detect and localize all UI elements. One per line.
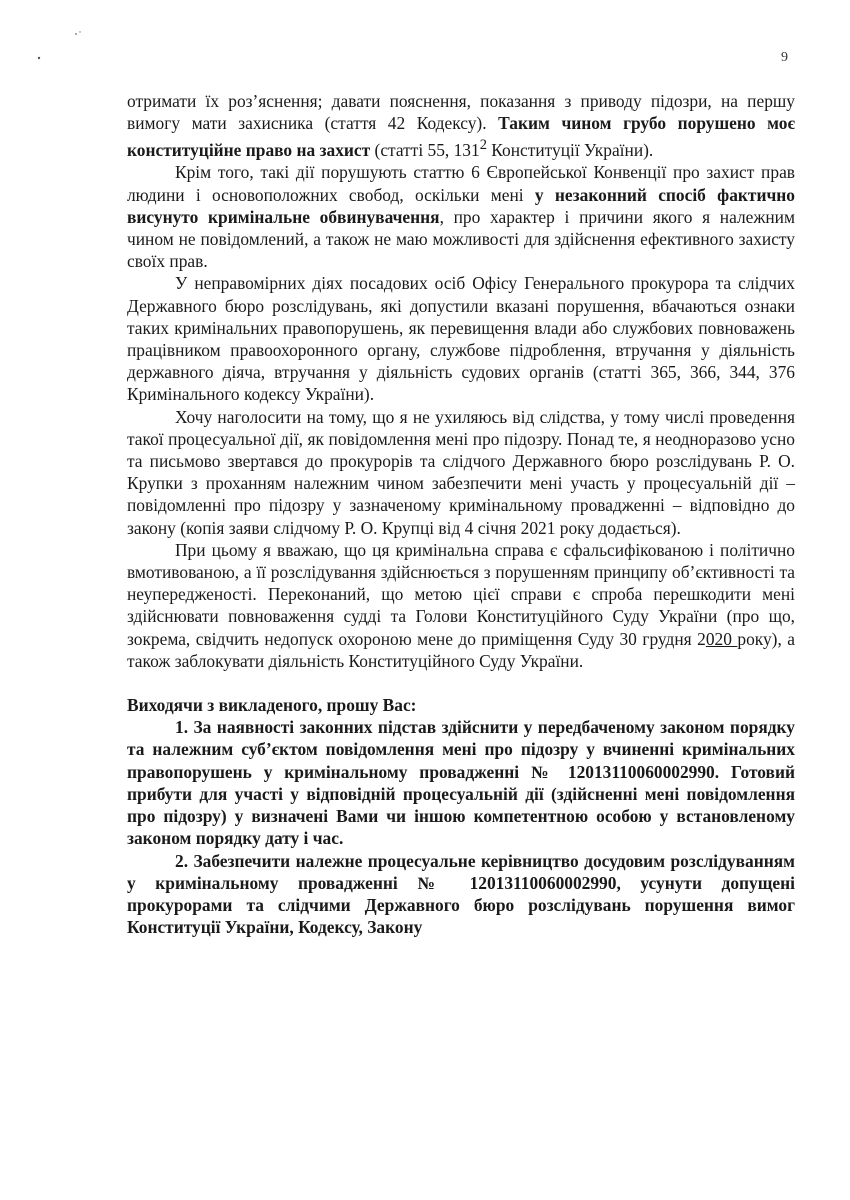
- paragraph-fabricated-case: При цьому я вважаю, що ця кримінальна справа є сфальсифікованою і політично вмотивованою, а її розслідування здійснюється з порушенням принципу об’єктивності та неупередженості. Переконаний, що метою цієї справи є спроба перешкодити мені здійснювати повноваження судді та Голови Конституційного Суду України (про що, зокрема, свідчить недопуск охороною мене до приміщення Суду 30 грудня 2020 року), а також заблокувати діяльність Конституційного Суду України.: [127, 539, 795, 671]
- paragraph-convention: Крім того, такі дії порушують статтю 6 Європейської Конвенції про захист прав людини і основоположних свобод, оскільки мені у незаконний спосіб фактично висунуто кримінальне обвинувачення, про характер і причини якого я належним чином не повідомлений, а також не маю можливості для здійснення ефективного захисту своїх прав.: [127, 162, 795, 272]
- paragraph-not-evading: Хочу наголосити на тому, що я не ухиляюсь від слідства, у тому числі проведення такої процесуальної дії, як повідомлення мені про підозру. Понад те, я неодноразово усно та письмово звертався до прокурорів та слідчого Державного бюро розслідувань Р. О. Крупки з проханням належним чином забезпечити мені участь у процесуальній дії – повідомленні про підозру у зазначеному кримінальному провадженні – відповідно до закону (копія заяви слідчому Р. О. Крупці від 4 січня 2021 року додається).: [127, 406, 795, 538]
- request-item-1: 1. За наявності законних підстав здійснити у передбаченому законом порядку та належним суб’єктом повідомлення мені про підозру у вчиненні кримінальних правопорушень у кримінальному провадженні № 12013110060002990. Готовий прибути для участі у відповідній процесуальній дії (здійсненні мені повідомлення про підозру) у визначені Вами чи іншою компетентною особою у встановленому законом порядку дату і час.: [127, 717, 795, 849]
- emphasis-right-to-defense: Таким чином грубо порушено моє конституційне право на захист: [127, 113, 795, 161]
- spacer: [127, 672, 795, 694]
- underlined-year: 020: [705, 628, 738, 649]
- superscript: 2: [479, 137, 487, 154]
- paragraph-continuation: отримати їх роз’яснення; давати пояснення, показання з приводу підозри, на першу вимогу мати захисника (стаття 42 Кодексу). Таким чином грубо порушено моє конституційне право на захист (статті 55, $131^2$ Конституції України).: [127, 91, 795, 161]
- paragraph-offenses: У неправомірних діях посадових осіб Офісу Генерального прокурора та слідчих Державного бюро розслідувань, які допустили вказані порушення, вбачаються ознаки таких кримінальних правопорушень, як перевищення влади або службових повноважень працівником правоохоронного органу, службове підроблення, втручання у діяльність державного діяча, втручання у діяльність судових органів (статті 365, 366, 344, 376 Кримінального кодексу України).: [127, 273, 795, 405]
- emphasis-charge: у незаконний спосіб фактично висунуто кримінальне обвинувачення: [127, 184, 795, 227]
- request-heading: Виходячи з викладеного, прошу Вас:: [127, 695, 417, 716]
- request-item-2: 2. Забезпечити належне процесуальне керівництво досудовим розслідуванням у кримінальному провадженні № 12013110060002990, усунути допущені прокурорами та слідчими Державного бюро розслідувань порушення вимог Конституції України, Кодексу, Закону: [127, 850, 795, 938]
- document-body: [127, 90, 795, 938]
- page-number: 9: [781, 50, 788, 65]
- scan-specks: [30, 28, 90, 68]
